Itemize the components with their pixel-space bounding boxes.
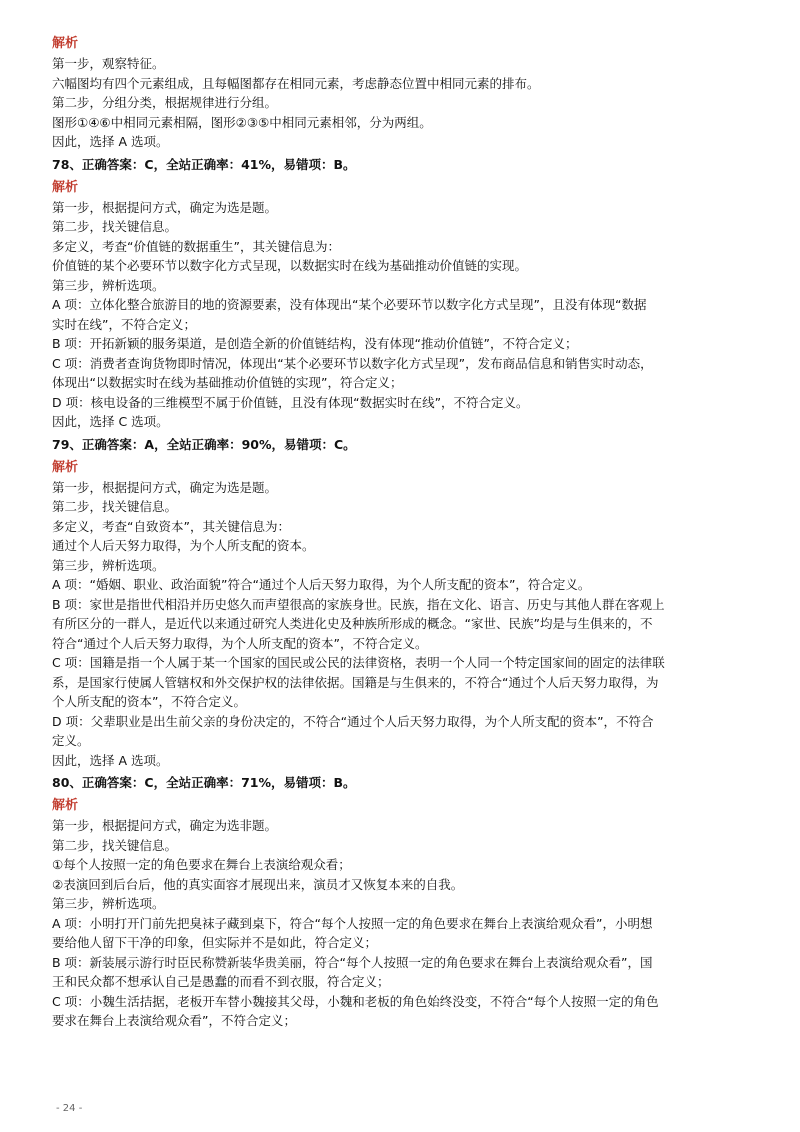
text-line: 要求在舞台上表演给观众看”，不符合定义； xyxy=(52,1013,296,1028)
text-line: B 项：开拓新颖的服务渠道，是创造全新的价值链结构，没有体现“推动价值链”，不符合定义； xyxy=(52,336,578,351)
text-line: 第一步，根据提问方式，确定为选非题。 xyxy=(52,818,278,833)
text-line: 要给他人留下干净的印象，但实际并不是如此，符合定义； xyxy=(52,935,378,950)
text-line: ①每个人按照一定的角色要求在舞台上表演给观众看； xyxy=(52,857,351,872)
text-line: 有所区分的一群人，是近代以来通过研究人类进化史及种族所形成的概念。“家世、民族”均是与生俱来的，不 xyxy=(52,616,653,631)
text-line: 多定义，考查“自致资本”，其关键信息为： xyxy=(52,518,290,534)
text-line: A 项：立体化整合旅游目的地的资源要素，没有体现出“某个必要环节以数字化方式呈现”，且没有体现“数据 xyxy=(52,297,647,312)
text-line: 第三步，辨析选项。 xyxy=(52,277,165,293)
text-line: C 项：小魏生活拮据，老板开车替小魏接其父母，小魏和老板的角色始终没变，不符合“每个人按照一定的角色 xyxy=(52,993,659,1009)
text-line: 第三步，辨析选项。 xyxy=(52,557,165,573)
text-line: 定义。 xyxy=(52,733,90,748)
text-line: 六幅图均有四个元素组成，且每幅图都存在相同元素，考虑静态位置中相同元素的排布。 xyxy=(52,75,540,91)
text-line: C 项：国籍是指一个人属于某一个国家的国民或公民的法律资格，表明一个人同一个特定国家间的固定的法律联 xyxy=(52,655,665,670)
text-line: B 项：新装展示游行时臣民称赞新装华贵美丽，符合“每个人按照一定的角色要求在舞台上表演给观众看”，国 xyxy=(52,954,653,970)
text-line: D 项：父辈职业是出生前父亲的身份决定的，不符合“通过个人后天努力取得，为个人所支配的资本”，不符合 xyxy=(52,713,654,729)
text-line: 符合“通过个人后天努力取得，为个人所支配的资本”，不符合定义。 xyxy=(52,635,428,651)
text-line: D 项：核电设备的三维模型不属于价值链，且没有体现“数据实时在线”，不符合定义。 xyxy=(52,394,529,410)
text-line: 价值链的某个必要环节以数字化方式呈现，以数据实时在线为基础推动价值链的实现。 xyxy=(52,258,528,273)
text-line: ②表演回到后台后，他的真实面容才展现出来，演员才又恢复本来的自我。 xyxy=(52,876,464,892)
text-line: 第一步，观察特征。 xyxy=(52,56,165,71)
text-line: 图形①④⑥中相同元素相隔，图形②③⑤中相同元素相邻，分为两组。 xyxy=(52,114,432,130)
text-line: 王和民众都不想承认自己是愚蠢的而看不到衣服，符合定义； xyxy=(52,974,390,989)
text-line: 因此，选择 A 选项。 xyxy=(52,752,169,768)
text-line: 因此，选择 A 选项。 xyxy=(52,134,169,149)
section-label: 解析 xyxy=(52,36,79,51)
text-line: 第一步，根据提问方式，确定为选是题。 xyxy=(52,479,278,495)
text-line: 体现出“以数据实时在线为基础推动价值链的实现”，符合定义； xyxy=(52,375,403,390)
text-line: 第二步，分组分类，根据规律进行分组。 xyxy=(52,95,278,110)
text-line: 多定义，考查“价值链的数据重生”，其关键信息为： xyxy=(52,238,340,254)
document-page xyxy=(52,34,752,1031)
text-line: 第二步，找关键信息。 xyxy=(52,219,178,234)
page-number: - 24 - xyxy=(56,1103,83,1114)
text-line: B 项：家世是指世代相沿并历史悠久而声望很高的家族身世。民族，指在文化、语言、历史与其他人群在客观上 xyxy=(52,596,665,612)
text-line: 第一步，根据提问方式，确定为选是题。 xyxy=(52,199,278,215)
text-line: 实时在线”，不符合定义； xyxy=(52,316,196,332)
section-label: 解析 xyxy=(52,179,79,195)
text-line: 因此，选择 C 选项。 xyxy=(52,414,169,429)
text-line: 第二步，找关键信息。 xyxy=(52,499,178,514)
section-label: 解析 xyxy=(52,459,79,475)
text-line: A 项：“婚姻、职业、政治面貌”符合“通过个人后天努力取得，为个人所支配的资本”，符合定义。 xyxy=(52,577,591,592)
answer-line: 79、正确答案：A，全站正确率：90%，易错项：C。 xyxy=(52,436,356,452)
section-label: 解析 xyxy=(52,798,79,813)
text-line: 通过个人后天努力取得，为个人所支配的资本。 xyxy=(52,538,315,553)
answer-line: 80、正确答案：C，全站正确率：71%，易错项：B。 xyxy=(52,775,356,790)
answer-line: 78、正确答案：C，全站正确率：41%，易错项：B。 xyxy=(52,156,356,172)
text-line: 第二步，找关键信息。 xyxy=(52,837,178,853)
text-line: 第三步，辨析选项。 xyxy=(52,896,165,911)
text-line: A 项：小明打开门前先把臭袜子藏到桌下，符合“每个人按照一定的角色要求在舞台上表演给观众看”，小明想 xyxy=(52,915,653,931)
text-line: 个人所支配的资本”，不符合定义。 xyxy=(52,694,246,709)
text-line: 系，是国家行使属人管辖权和外交保护权的法律依据。国籍是与生俱来的，不符合“通过个人后天努力取得，为 xyxy=(52,674,659,690)
text-line: C 项：消费者查询货物即时情况，体现出“某个必要环节以数字化方式呈现”，发布商品信息和销售实时动态， xyxy=(52,355,653,371)
